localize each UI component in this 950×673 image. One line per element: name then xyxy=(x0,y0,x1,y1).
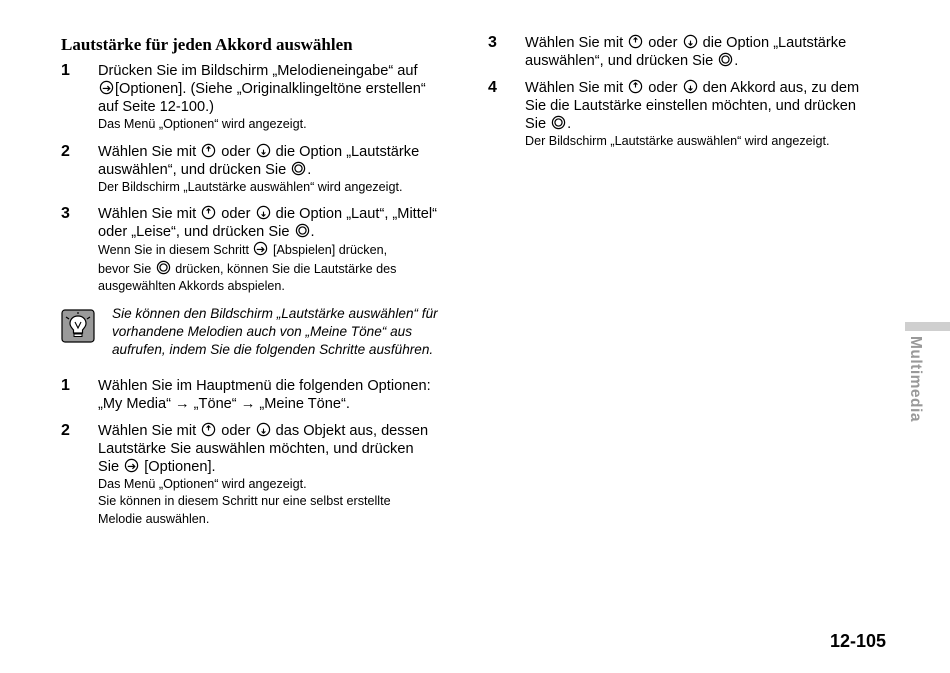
step-note: Das Menü „Optionen“ wird angezeigt. xyxy=(98,117,307,131)
center-key-icon xyxy=(718,52,733,67)
step-text-part: auswählen“, und drücken Sie xyxy=(98,161,287,178)
tip-box xyxy=(61,305,471,359)
step-text-part: den Akkord aus, zu dem xyxy=(702,80,860,96)
right-softkey-icon xyxy=(99,80,114,95)
step-text-part: oder xyxy=(648,35,678,51)
step-number: 4 xyxy=(488,79,497,96)
step-number: 2 xyxy=(61,421,70,439)
nav-up-icon xyxy=(201,143,216,158)
step-note-part: Wenn Sie in diesem Schritt xyxy=(98,243,249,257)
step-1 xyxy=(61,62,471,134)
lightbulb-icon xyxy=(61,309,95,343)
nav-up-icon xyxy=(628,79,643,94)
step-note-part: [Abspielen] drücken, xyxy=(272,243,388,257)
step-number: 3 xyxy=(61,205,70,222)
nav-up-icon xyxy=(628,34,643,49)
step-text xyxy=(98,143,471,161)
center-key-icon xyxy=(156,260,171,275)
center-key-icon xyxy=(295,223,310,238)
right-softkey-icon xyxy=(124,458,139,473)
step-text xyxy=(98,422,471,440)
step-note: Der Bildschirm „Lautstärke auswählen“ wird angezeigt. xyxy=(98,179,403,194)
step-text-part: die Option „Lautstärke xyxy=(702,35,847,51)
step-2 xyxy=(61,143,471,197)
step-number: 1 xyxy=(61,62,70,79)
step-text-part: die Option „Laut“, „Mittel“ xyxy=(275,206,438,222)
page-number: 12-105 xyxy=(829,631,886,651)
step-text-part: . xyxy=(310,224,315,240)
side-tab-label: Multimedia xyxy=(907,336,924,422)
step-text: auf Seite 12-100.) xyxy=(98,99,215,115)
step-text: „My Media“ → „Töne“ → „Meine Töne“. xyxy=(98,395,350,412)
step-note: Sie können in diesem Schritt nur eine selbst erstellte xyxy=(98,494,391,508)
step-text xyxy=(525,115,898,133)
step-3 xyxy=(61,205,471,296)
step-text-part: die Option „Lautstärke xyxy=(275,143,420,160)
step-text xyxy=(525,79,898,97)
step-text-part: . xyxy=(567,116,572,132)
step-text xyxy=(98,205,471,223)
step-text: Sie die Lautstärke einstellen möchten, und drücken xyxy=(525,98,856,114)
step-note: Das Menü „Optionen“ wird angezeigt. xyxy=(98,476,307,491)
step-number: 1 xyxy=(61,376,70,394)
step-note: ausgewählten Akkords abspielen. xyxy=(98,279,285,293)
tip-text: aufrufen, indem Sie die folgenden Schritte ausführen. xyxy=(112,341,434,357)
step-note xyxy=(98,260,471,279)
step-text-part: Wählen Sie mit xyxy=(98,206,197,222)
step-text-part: Sie xyxy=(525,116,547,132)
nav-up-icon xyxy=(201,422,216,437)
left-column xyxy=(61,34,471,537)
nav-down-icon xyxy=(683,79,698,94)
step-note xyxy=(98,241,471,260)
step-note-part: bevor Sie xyxy=(98,261,152,276)
tip-text: Sie können den Bildschirm „Lautstärke auswählen“ für xyxy=(112,305,438,321)
step-text: Drücken Sie im Bildschirm „Melodieneingabe“ auf xyxy=(98,63,418,79)
section-heading: Lautstärke für jeden Akkord auswählen xyxy=(61,35,353,54)
side-tab-bar xyxy=(905,322,950,331)
step-text xyxy=(98,223,471,241)
step-text-part: oder xyxy=(221,422,251,439)
tip-text: vorhandene Melodien auch von „Meine Töne“ aus xyxy=(112,323,413,339)
step-text-part: . xyxy=(734,53,739,69)
center-key-icon xyxy=(551,115,566,130)
step-text-part: Wählen Sie mit xyxy=(98,143,197,160)
sub-step-2 xyxy=(61,422,471,529)
nav-down-icon xyxy=(256,205,271,220)
step-note: Melodie auswählen. xyxy=(98,511,210,526)
step-text xyxy=(98,161,471,179)
step-number: 3 xyxy=(488,34,497,51)
right-column xyxy=(488,34,898,160)
step-3-right xyxy=(488,34,898,70)
step-text-part: auswählen“, und drücken Sie xyxy=(525,53,714,69)
step-text xyxy=(98,80,471,98)
nav-down-icon xyxy=(256,422,271,437)
step-text-part: oder xyxy=(648,80,678,96)
step-text-part: [Optionen]. (Siehe „Originalklingeltöne erstellen“ xyxy=(115,81,426,97)
step-text-part: oder „Leise“, und drücken Sie xyxy=(98,224,290,240)
nav-up-icon xyxy=(201,205,216,220)
step-text-part: das Objekt aus, dessen xyxy=(275,422,429,439)
step-note: Der Bildschirm „Lautstärke auswählen“ wird angezeigt. xyxy=(525,134,830,148)
step-text-part: Wählen Sie mit xyxy=(98,422,197,439)
step-number: 2 xyxy=(61,142,70,160)
step-text xyxy=(525,34,898,52)
step-note-part: drücken, können Sie die Lautstärke des xyxy=(175,261,397,276)
sub-step-1 xyxy=(61,377,471,413)
step-text: Lautstärke Sie auswählen möchten, und drücken xyxy=(98,440,414,457)
step-text-part: Wählen Sie mit xyxy=(525,80,624,96)
step-text: Wählen Sie im Hauptmenü die folgenden Optionen: xyxy=(98,377,431,394)
step-text-part: Wählen Sie mit xyxy=(525,35,624,51)
step-4-right xyxy=(488,79,898,151)
center-key-icon xyxy=(291,161,306,176)
nav-down-icon xyxy=(256,143,271,158)
step-text-part: oder xyxy=(221,143,251,160)
step-text xyxy=(525,52,898,70)
nav-down-icon xyxy=(683,34,698,49)
step-text-part: [Optionen]. xyxy=(144,458,216,475)
step-text xyxy=(98,458,471,476)
right-softkey-icon xyxy=(253,241,268,256)
step-text-part: . xyxy=(307,161,312,178)
step-text-part: oder xyxy=(221,206,251,222)
step-text-part: Sie xyxy=(98,458,120,475)
